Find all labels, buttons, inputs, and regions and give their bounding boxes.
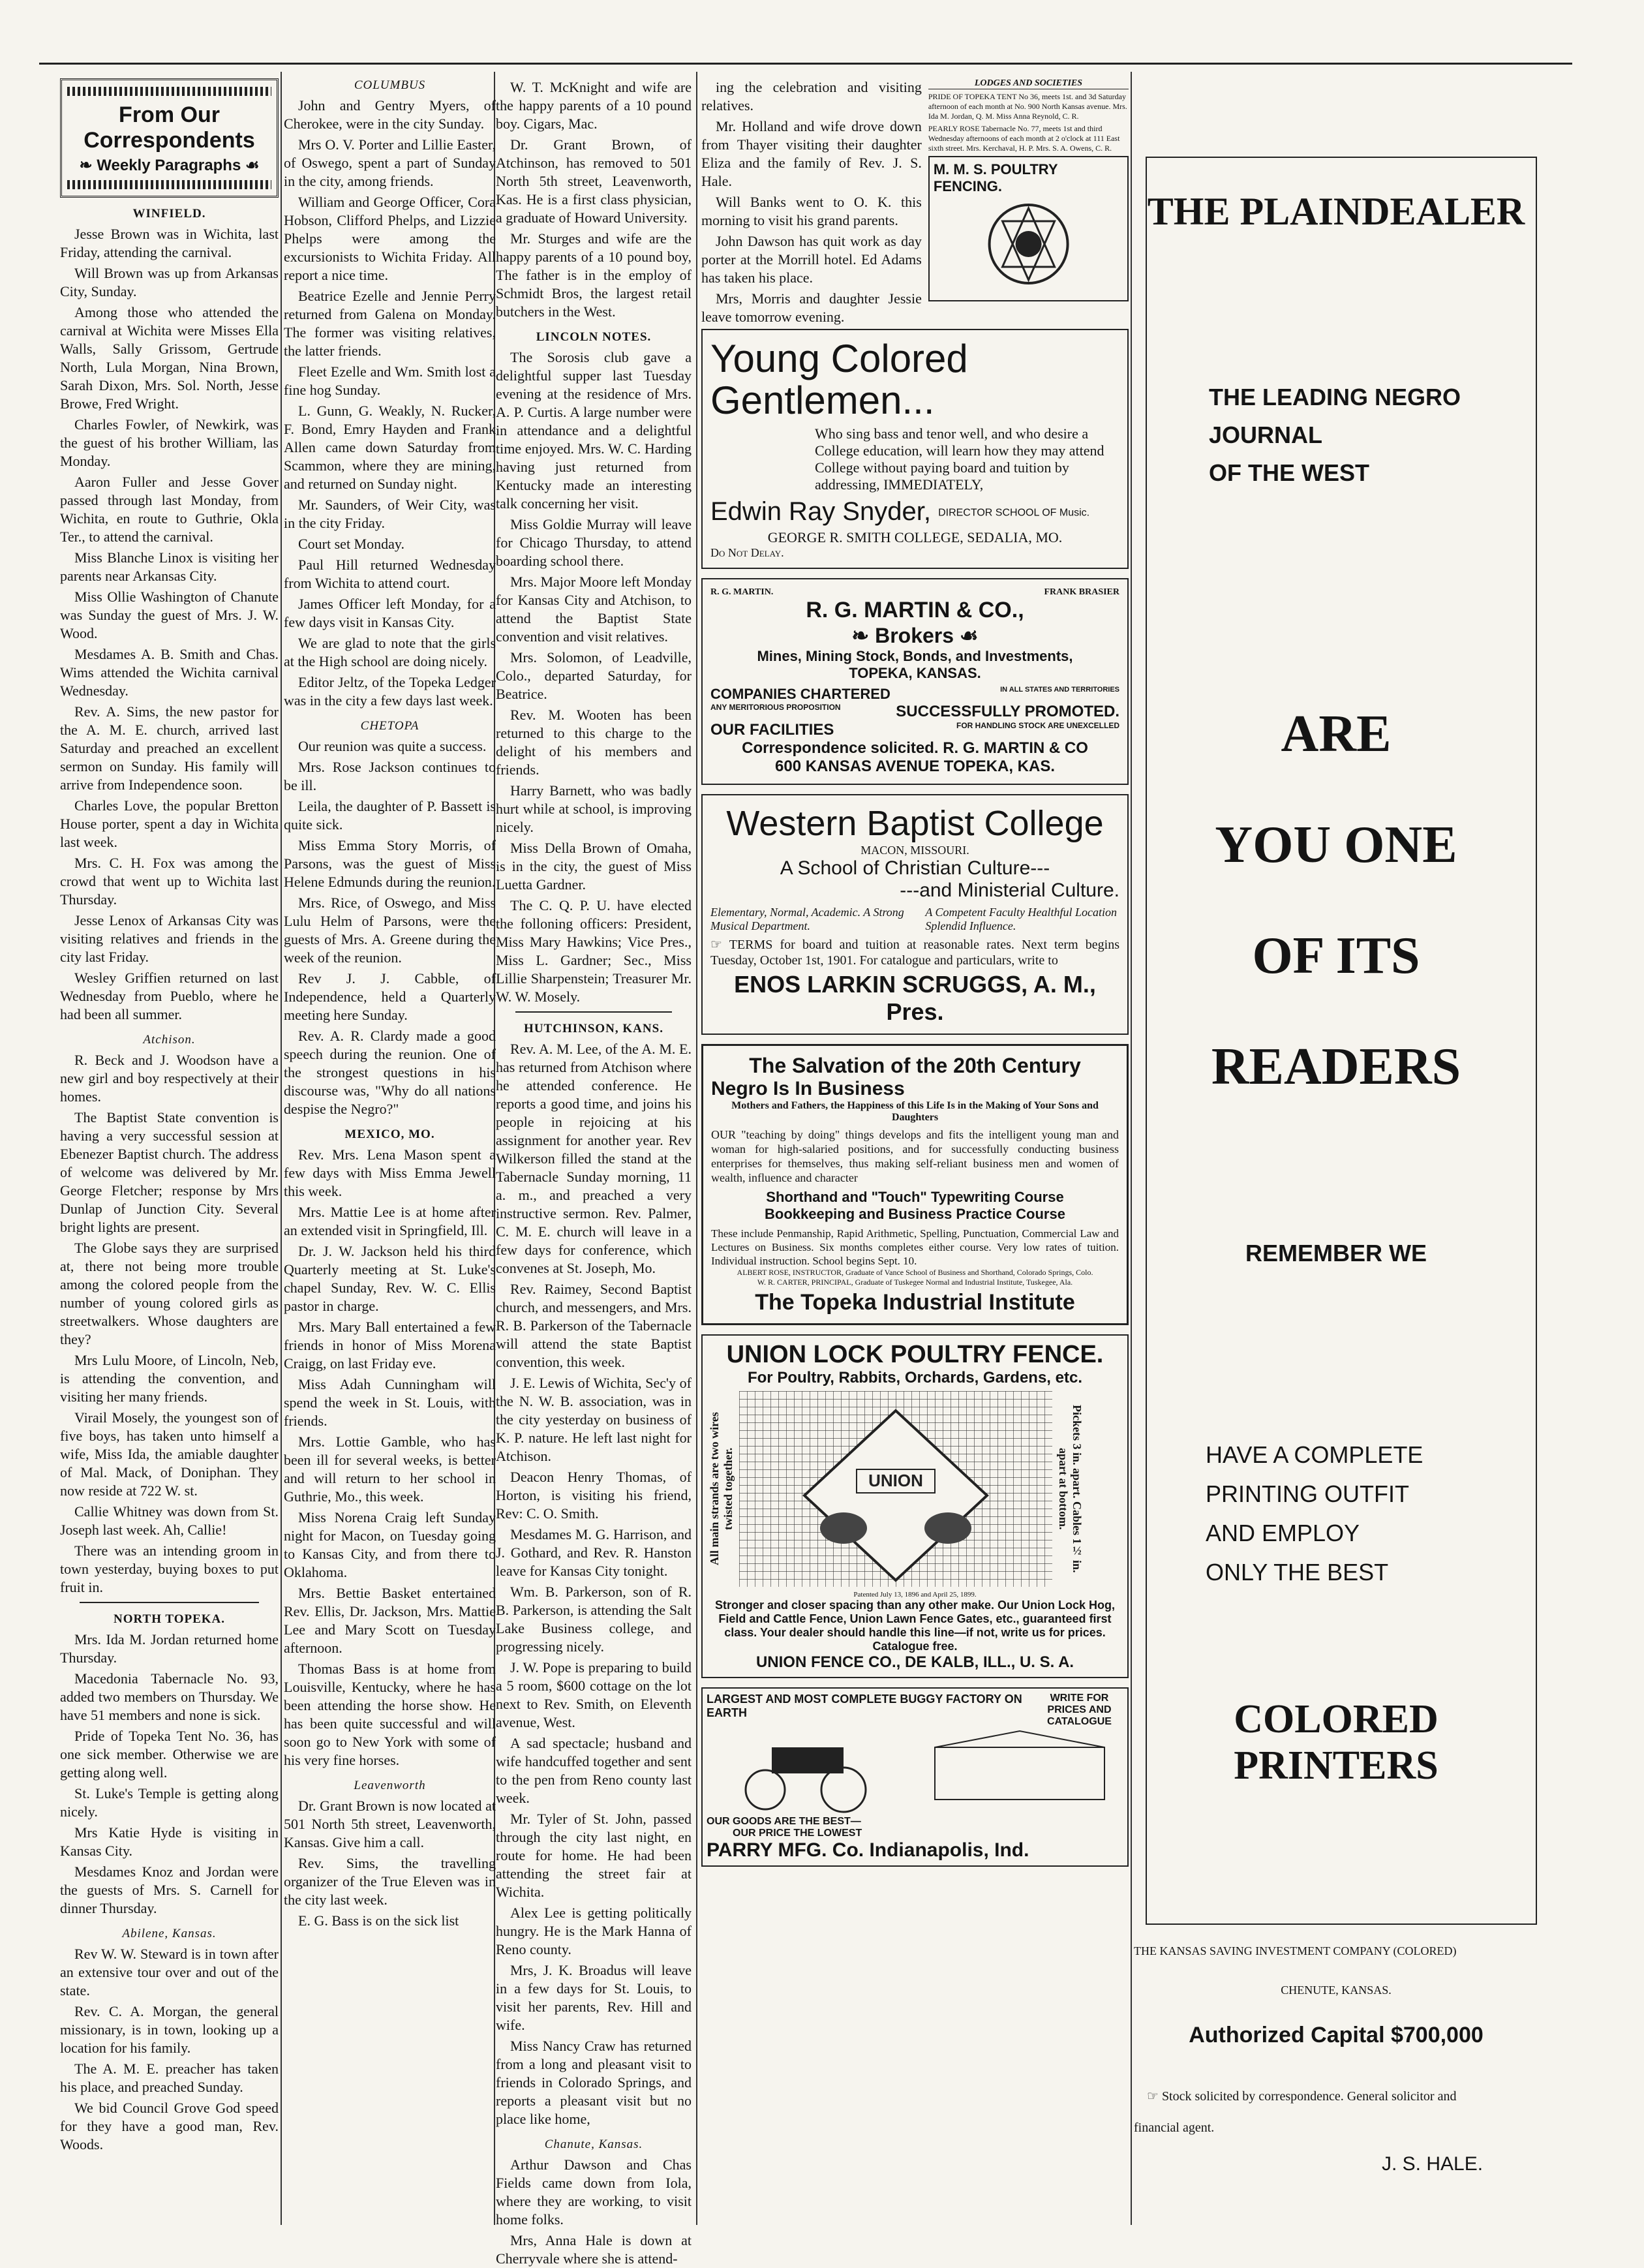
news-item: Mesdames A. B. Smith and Chas. Wims attended the Wichita carnival Wednesday. [60, 646, 279, 699]
lodge-item: PRIDE OF TOPEKA TENT No 36, meets 1st. and 3d Saturday afternoon of each month at No. 900 North Kansas avenue. Mrs. Ida M. Jordan, Q. M. Miss Anna Reynold, C. R. [928, 92, 1127, 121]
news-item: Pride of Topeka Tent No. 36, has one sick member. Otherwise we are getting along well. [60, 1728, 279, 1781]
ad-header-row [707, 1693, 1123, 1728]
parry-buggy-ad [701, 1687, 1129, 1867]
ad-brokers: ❧ Brokers ☙ [851, 624, 979, 647]
ad-address: 600 KANSAS AVENUE TOPEKA, KAS. [775, 758, 1055, 775]
news-item: E. G. Bass is on the sick list [298, 1912, 459, 1929]
ad-city: TOPEKA, KANSAS. [849, 665, 981, 681]
news-item: Mrs O. V. Porter and Lillie Easter, of Oswego, spent a part of Sunday in the city, among friends. [284, 136, 496, 189]
ad-city: MACON, MISSOURI. [860, 844, 969, 857]
column-rule [696, 72, 697, 2225]
news-item: Miss Norena Craig left Sunday night for Macon, on Tuesday going to Kansas City, and from there to Oklahoma. [284, 1509, 496, 1580]
story-list [60, 1631, 279, 1918]
ad-signer: Edwin Ray Snyder, DIRECTOR SCHOOL OF Music. [710, 497, 1090, 526]
divider [80, 1602, 259, 1603]
news-item: Dr. Grant Brown, of Atchinson, has removed to 501 North 5th street, Leavenworth, Kas. He is a first class physician, a graduate of Howard University. [496, 136, 692, 226]
news-item: Mrs. Rice, of Oswego, and Miss Lulu Helm of Parsons, were the guests of Mrs. A. Greene during the week of the reunion. [284, 895, 496, 966]
news-item: Rev. A. Sims, the new pastor for the A. M. E. church, arrived last Saturday and preached an excellent sermon on Sunday. His family will arrive from Independence soon. [60, 703, 279, 793]
news-item: Our reunion was quite a success. [298, 738, 487, 754]
news-item: Charles Love, the popular Bretton House porter, spent a day in Wichita last week. [60, 797, 279, 850]
news-item: Callie Whitney was down from St. Joseph last week. Ah, Callie! [60, 1503, 279, 1538]
news-item: Harry Barnett, who was badly hurt while at school, is improving nicely. [496, 782, 692, 835]
section-head: HUTCHINSON, KANS. [524, 1022, 663, 1035]
ad-chartered-row: COMPANIES CHARTERED IN ALL STATES AND TERRITORIES [710, 686, 1119, 702]
news-item: Mr. Sturges and wife are the happy parents of a 10 pound boy, The father is in the employ of Schmidt Bros, the largest retail butchers in the West. [496, 230, 692, 320]
ksic-agent: financial agent. [1134, 2121, 1215, 2135]
printing-outfit: HAVE A COMPLETE PRINTING OUTFIT AND EMPLOY ONLY THE BEST [1206, 1441, 1423, 1586]
ad-company: UNION FENCE CO., DE KALB, ILL., U. S. A. [755, 1653, 1074, 1671]
column-rule [281, 72, 282, 2225]
patent-note: Patented July 13, 1896 and April 25, 1899. [853, 1591, 977, 1599]
poultry-fencing-title: M. M. S. POULTRY FENCING. [933, 161, 1058, 194]
lodges-box [928, 78, 1129, 329]
ad-delay: Do Not Delay. [710, 546, 784, 559]
news-item: Leila, the daughter of P. Bassett is quite sick. [284, 798, 496, 833]
news-item: Deacon Henry Thomas, of Horton, is visiting his friend, Rev: C. O. Smith. [496, 1469, 692, 1522]
news-item: Rev. A. R. Clardy made a good speech during the reunion. One of the strongest questions in his discourse was, "Why do all nations despise the Negro?" [284, 1028, 496, 1117]
news-item: Alex Lee is getting politically hungry. He is the Mark Hanna of Reno county. [496, 1905, 692, 1957]
news-item: Dr. Grant Brown is now located at 501 North 5th street, Leavenworth, Kansas. Give him a call. [284, 1798, 496, 1850]
column-4 [701, 78, 1129, 2225]
story-list [701, 78, 922, 329]
news-item: The Globe says they are surprised at, there not being more trouble among the colored people from the number of young colored girls as streetwalkers. Whose daughters are they? [60, 1240, 279, 1347]
ad-body: Stronger and closer spacing than any other make. Our Union Lock Hog, Field and Cattle Fence, Union Lawn Fence Gates, etc., guaranteed first class. Your dealer should handle this line—if not, write us for prices. Catalogue free. [714, 1599, 1116, 1653]
news-item: Miss Ollie Washington of Chanute was Sunday the guest of Mrs. J. W. Wood. [60, 589, 279, 641]
fence-illustration-row [708, 1391, 1122, 1587]
ad-corr: Correspondence solicited. R. G. MARTIN & CO [742, 739, 1088, 757]
ad-footer: The Topeka Industrial Institute [755, 1290, 1075, 1315]
plaindealer-title: THE PLAINDEALER [1147, 190, 1525, 233]
news-item: Mrs. Rose Jackson continues to be ill. [284, 759, 496, 793]
fleuron-icon: ☙ [245, 157, 260, 174]
ad-lines: Mines, Mining Stock, Bonds, and Investments, [757, 648, 1073, 664]
news-item: Rev. A. M. Lee, of the A. M. E. has returned from Atchison where he attended conference. He reports a good time, and joins his people in rejoicing at his assignment for another year. Rev Wilkerson filled the stand at the Tabernacle Sunday morning, 11 a. m., and preached a very instructive sermon. Rev. Palmer, C. M. E. church will leave in a few days for conference, which convenes at St. Joseph, Mo. [496, 1041, 692, 1276]
topeka-institute-ad [701, 1044, 1129, 1325]
story-list [284, 737, 496, 1118]
news-item: Mrs Katie Hyde is visiting in Kansas City. [60, 1824, 279, 1859]
news-item: Mrs. Mattie Lee is at home after an extended visit in Springfield, Ill. [284, 1204, 496, 1238]
news-item: The C. Q. P. U. have elected the folloning officers: President, Miss Mary Hawkins; Vice Pres., Miss L. Gardner; Sec., Miss Lillie Sharpenstein; Treasurer Mr. W. W. Mosely. [496, 897, 692, 1005]
ksic-stock: ☞ Stock solicited by correspondence. General solicitor and [1147, 2089, 1457, 2104]
news-item: Rev. Sims, the travelling organizer of the True Eleven was in the city last week. [284, 1855, 496, 1908]
news-item: Jesse Lenox of Arkansas City was visiting relatives and friends in the city last Friday. [60, 912, 279, 965]
news-item: Mrs. Mary Ball entertained a few friends in honor of Miss Morena Craigg, on last Friday eve. [284, 1319, 496, 1372]
news-item: Miss Emma Story Morris, of Parsons, was the guest of Miss Helene Edmunds during the reunion. [284, 837, 496, 890]
ad-title: Young Colored Gentlemen... [710, 337, 968, 422]
readers-headline: ARE YOU ONE OF ITS READERS [1211, 705, 1461, 1096]
fleuron-icon: ☙ [954, 624, 979, 647]
correspondents-subtitle: ❧ Weekly Paragraphs ☙ [79, 157, 260, 174]
news-item: John Dawson has quit work as day porter at the Morrill hotel. Ed Adams has taken his place. [701, 233, 922, 286]
news-item: Among those who attended the carnival at Wichita were Misses Ella Walls, Sally Grissom, Gertrude North, Lula Morgan, Nina Brown, Sarah Dixon, Mrs. Sol. North, Jesse Browe, Fred Wright. [60, 304, 279, 412]
martin-brokers-ad [701, 578, 1129, 785]
pointing-hand-icon: ☞ [710, 938, 729, 952]
side-note: All main strands are two wires twisted together. [708, 1412, 735, 1566]
column-1 [60, 78, 279, 2225]
ad-terms: ☞ TERMS for board and tuition at reasonable rates. Next term begins Tuesday, October 1st, 1901. For catalogue and particulars, write to [710, 938, 1119, 968]
news-item: A sad spectacle; husband and wife handcuffed together and sent to the pen from Reno county last week. [496, 1735, 692, 1806]
lodges-head: LODGES AND SOCIETIES [928, 78, 1129, 89]
news-item: Mrs. Ida M. Jordan returned home Thursday. [60, 1631, 279, 1666]
correspondents-header [60, 78, 279, 198]
news-item: Rev. M. Wooten has been returned to this charge to the delight of his members and friends. [496, 707, 692, 778]
western-baptist-ad [701, 794, 1129, 1035]
news-item: Miss Adah Cunningham will spend the week in St. Louis, with friends. [284, 1376, 496, 1429]
column-5 [1134, 78, 1545, 2225]
section-head: COLUMBUS [354, 78, 426, 92]
news-item: W. T. McKnight and wife are the happy parents of a 10 pound boy. Cigars, Mac. [496, 79, 692, 132]
story-list [496, 78, 692, 321]
ad-slogan: OUR GOODS ARE THE BEST— [707, 1816, 861, 1827]
ornamental-border [67, 87, 271, 96]
news-item: Jesse Brown was in Wichita, last Friday, attending the carnival. [60, 226, 279, 260]
divider [515, 1011, 672, 1013]
news-item: James Officer left Monday, for a few days visit in Kansas City. [284, 596, 496, 630]
section-head: Leavenworth [354, 1779, 426, 1792]
news-item: Mr. Saunders, of Weir City, was in the city Friday. [284, 497, 496, 531]
news-item: J. W. Pope is preparing to build a 5 room, $600 cottage on the lot next to Rev. Smith, on Eleventh avenue, West. [496, 1659, 692, 1730]
news-item: R. Beck and J. Woodson have a new girl and boy respectively at their homes. [60, 1052, 279, 1105]
news-item: Mesdames M. G. Harrison, and J. Gothard, and Rev. R. Hanston leave for Kansas City tonight. [496, 1526, 692, 1579]
news-item: Thomas Bass is at home from Louisville, Kentucky, where he has been attending the horse show. He has been quite successful and will soon go to New York with some of his very fine horses. [284, 1661, 496, 1768]
news-item: ing the celebration and visiting relatives. [701, 79, 922, 114]
news-item: Will Brown was up from Arkansas City, Sunday. [60, 265, 279, 299]
ad-tags: Elementary, Normal, Academic. A Strong Musical Department. A Competent Faculty Healthful Location Splendid Influence. [710, 906, 1117, 932]
news-item: Wm. B. Parkerson, son of R. B. Parkerson, is attending the Salt Lake Business college, and progressing nicely. [496, 1584, 692, 1655]
news-item: Rev. C. A. Morgan, the general missionary, is in town, looking up a location for his family. [60, 2003, 279, 2056]
news-item: Mrs. C. H. Fox was among the crowd that went up to Wichita last Thursday. [60, 855, 279, 908]
section-head: Chanute, Kansas. [544, 2138, 643, 2151]
news-item: Rev J. J. Cabble, of Independence, held a Quarterly meeting here Sunday. [284, 970, 496, 1023]
ad-facilities-row: OUR FACILITIES FOR HANDLING STOCK ARE UNEXCELLED [710, 721, 1119, 739]
ad-names: R. G. MARTIN. FRANK BRASIER [710, 587, 1119, 597]
news-item: We are glad to note that the girls at the High school are doing nicely. [284, 635, 496, 669]
column-2 [284, 78, 496, 2225]
news-item: Miss Goldie Murray will leave for Chicago Thursday, to attend boarding school there. [496, 516, 692, 569]
column-rule [1131, 72, 1132, 2225]
ad-sub: Mothers and Fathers, the Happiness of this Life Is in the Making of Your Sons and Daughters [731, 1100, 1099, 1123]
news-item: Arthur Dawson and Chas Fields came down from Iola, where they are working, to visit home folks. [496, 2156, 692, 2228]
news-item: Mr. Holland and wife drove down from Thayer visiting their daughter Eliza and the family of Rev. J. S. Hale. [701, 118, 922, 189]
section-head: Atchison. [143, 1033, 196, 1047]
fleuron-icon: ❧ [79, 157, 97, 174]
ad-signer: ENOS LARKIN SCRUGGS, A. M., Pres. [734, 971, 1096, 1025]
news-item: Charles Fowler, of Newkirk, was the guest of his brother William, las Monday. [60, 416, 279, 469]
ad-write: WRITE FOR PRICES AND CATALOGUE [1046, 1693, 1112, 1727]
news-item: Miss Blanche Linox is visiting her parents near Arkansas City. [60, 549, 279, 584]
young-gentlemen-ad [701, 329, 1129, 569]
news-item: L. Gunn, G. Weakly, N. Rucker, F. Bond, Emry Hayden and Frank Allen came down Saturday from Scammon, where they are mining, and returned on Sunday night. [284, 403, 496, 492]
top-rule [39, 63, 1572, 65]
story-list [496, 348, 692, 1006]
union-fence-ad [701, 1334, 1129, 1678]
news-item: The A. M. E. preacher has taken his place, and preached Sunday. [60, 2061, 279, 2095]
colored-printers: COLORED PRINTERS [1234, 1697, 1438, 1788]
section-head: MEXICO, MO. [344, 1127, 435, 1141]
remember-line: REMEMBER WE [1245, 1240, 1427, 1266]
news-item: The Sorosis club gave a delightful supper last Tuesday evening at the residence of Mrs. A. P. Curtis. A large number were in attendance and a delightful time enjoyed. Mrs. W. C. Harding having just returned from Kentucky made an interesting talk concerning her visit. [496, 349, 692, 512]
news-item: Rev W. W. Steward is in town after an extensive tour over and out of the state. [60, 1946, 279, 1999]
ad-body: Who sing bass and tenor well, and who desire a College education, will learn how they may attend College without paying board and tuition by addressing, IMMEDIATELY, [815, 425, 1104, 493]
ksic-title: THE KANSAS SAVING INVESTMENT COMPANY (COLORED) [1134, 1944, 1457, 1957]
section-head: NORTH TOPEKA. [113, 1612, 226, 1626]
story-list [60, 1051, 279, 1597]
ad-body: OUR "teaching by doing" things develops and fits the intelligent young man and woman for high-salaried positions, and for successfully conducting business enterprises for themselves, thus making self-reliant business men and women of wealth, influence and character [711, 1128, 1119, 1184]
story-list [60, 225, 279, 1024]
section-head: LINCOLN NOTES. [536, 330, 652, 344]
lodge-item: PEARLY ROSE Tabernacle No. 77, meets 1st and third Wednesday afternoons of each month at 2 o'clock at 111 East sixth street. Mrs. Kerchaval, H. P. Mrs. S. A. Owens, C. R. [928, 124, 1120, 153]
ad-title: R. G. MARTIN & CO., [806, 598, 1024, 622]
news-item: St. Luke's Temple is getting along nicely. [60, 1785, 279, 1820]
news-item: Mesdames Knoz and Jordan were the guests of Mrs. S. Carnell for dinner Thursday. [60, 1863, 279, 1916]
ad-head: The Salvation of the 20th Century [749, 1054, 1081, 1077]
news-item: Rev. Mrs. Lena Mason spent a few days with Miss Emma Jewell this week. [284, 1146, 496, 1199]
story-list [496, 2156, 692, 2268]
plaindealer-tagline: THE LEADING NEGRO JOURNAL OF THE WEST [1209, 384, 1461, 486]
news-item: Editor Jeltz, of the Topeka Ledger was in the city a few days last week. [284, 674, 496, 709]
news-item: Dr. J. W. Jackson held his third Quarterly meeting at St. Luke's chapel Sunday, Rev. W. C. Ellis pastor in charge. [284, 1243, 496, 1314]
ad-staff: W. R. CARTER, PRINCIPAL, Graduate of Tuskegee Normal and Industrial Institute, Tuskegee, Ala. [757, 1278, 1073, 1287]
top-row [701, 78, 1129, 329]
story-list [284, 1146, 496, 1770]
news-item: John and Gentry Myers, of Cherokee, were in the city Sunday. [284, 97, 496, 132]
section-head: Abilene, Kansas. [122, 1927, 217, 1940]
ad-staff: ALBERT ROSE, INSTRUCTOR, Graduate of Vance School of Business and Shorthand, Colorado Springs, Colo. [737, 1268, 1093, 1277]
fleuron-icon: ❧ [851, 624, 875, 647]
news-item: Wesley Griffien returned on last Wednesday from Pueblo, where he had been all summer. [60, 970, 279, 1022]
news-item: Mrs. Solomon, of Leadville, Colo., departed Saturday, for Beatrice. [496, 649, 692, 702]
ad-head: Negro Is In Business [711, 1078, 905, 1099]
news-item: Rev. Raimey, Second Baptist church, and messengers, and Mrs. R. B. Parkerson of the Tabernacle will attend the state Baptist convention, this week. [496, 1281, 692, 1370]
news-item: The Baptist State convention is having a very successful session at Ebenezer Baptist church. The address of welcome was delivered by Mr. George Fletcher; response by Mrs Dunlap of Junction City. Several bright lights are present. [60, 1109, 279, 1235]
ad-company: PARRY MFG. Co. Indianapolis, Ind. [707, 1839, 1029, 1861]
ad-course: Bookkeeping and Business Practice Course [765, 1206, 1065, 1222]
news-item: J. E. Lewis of Wichita, Sec'y of the N. W. B. association, was in the city yesterday on business of K. P. nature. He left last night for Atchison. [496, 1375, 692, 1464]
buggy-factory-icon [713, 1728, 1118, 1813]
ad-title: LARGEST AND MOST COMPLETE BUGGY FACTORY ON EARTH [707, 1693, 1022, 1719]
ad-sub: For Poultry, Rabbits, Orchards, Gardens, etc. [747, 1369, 1082, 1387]
ad-promoted-row: ANY MERITORIOUS PROPOSITION SUCCESSFULLY PROMOTED. [710, 703, 1119, 720]
news-item: Mrs, Morris and daughter Jessie leave tomorrow evening. [701, 290, 922, 325]
news-item: Mrs. Bettie Basket entertained Rev. Ellis, Dr. Jackson, Mrs. Mattie Lee and Mary Scott on Tuesday afternoon. [284, 1585, 496, 1656]
story-list [284, 97, 496, 710]
poultry-emblem-icon [934, 195, 1123, 293]
ad-line: A School of Christian Culture--- [780, 857, 1050, 879]
news-item: Mrs Lulu Moore, of Lincoln, Neb, is attending the convention, and visiting her many friends. [60, 1352, 279, 1405]
news-item: Miss Nancy Craw has returned from a long and pleasant visit to friends in Colorado Springs, and reports a pleasant visit but no place like home, [496, 2038, 692, 2127]
ad-line: ---and Ministerial Culture. [900, 880, 1119, 901]
news-item: Mrs, Anna Hale is down at Cherryvale where she is attend- [496, 2232, 692, 2267]
ad-title: UNION LOCK POULTRY FENCE. [726, 1341, 1104, 1368]
section-head: CHETOPA [360, 719, 419, 733]
news-item: Mrs. Major Moore left Monday for Kansas City and Atchison, to attend the Baptist State convention and visit relatives. [496, 574, 692, 645]
news-item: Mr. Tyler of St. John, passed through the city last night, en route for home. He had been attending the street fair at Wichita. [496, 1811, 692, 1900]
story-list [496, 1040, 692, 2128]
side-note: Pickets 3 in. apart. Cables 1½ in. apart at bottom. [1057, 1405, 1084, 1573]
news-item: Mrs, J. K. Broadus will leave in a few days for St. Louis, to visit her parents, Rev. Hill and wife. [496, 1962, 692, 2033]
news-item: Virail Mosely, the youngest son of five boys, has taken unto himself a wife, Miss Ida, the amiable daughter of Mal. Mack, of Doniphan. They now reside at 722 W. st. [60, 1409, 279, 1499]
news-item: William and George Officer, Cora Hobson, Clifford Phelps, and Lizzie Phelps were among the excursionists to Wichita Friday. All report a nice time. [284, 194, 496, 283]
ad-body: These include Penmanship, Rapid Arithmetic, Spelling, Punctuation, Commercial Law and Lectures on Business. Six months completes either course. Very low rates of tuition. Individual instruction. School begins Sept. 10. [711, 1227, 1119, 1267]
union-logo-text: UNION [868, 1471, 923, 1490]
news-item: Court set Monday. [298, 536, 404, 552]
fence-mesh-icon [739, 1391, 1052, 1587]
ksic-capital: Authorized Capital $700,000 [1189, 2023, 1484, 2047]
story-list [284, 1797, 496, 1930]
ad-course: Shorthand and "Touch" Typewriting Course [766, 1189, 1064, 1205]
news-item: Aaron Fuller and Jesse Gover passed through last Monday, from Wichita, en route to Guthrie, Okla Ter., to attend the carnival. [60, 474, 279, 545]
ksic-hale: J. S. HALE. [1382, 2153, 1484, 2175]
news-item: Mrs. Lottie Gamble, who has been ill for several weeks, is better and will return to her school in Guthrie, Mo., this week. [284, 1433, 496, 1505]
correspondents-title: From Our Correspondents [84, 102, 255, 153]
ad-title: Western Baptist College [726, 804, 1104, 843]
pointing-hand-icon: ☞ [1147, 2089, 1162, 2104]
ad-college: GEORGE R. SMITH COLLEGE, SEDALIA, MO. [767, 529, 1063, 545]
news-item: We bid Council Grove God speed for they have a good man, Rev. Woods. [60, 2100, 279, 2153]
news-item: Miss Della Brown of Omaha, is in the city, the guest of Miss Luetta Gardner. [496, 840, 692, 893]
news-item: Paul Hill returned Wednesday from Wichita to attend court. [284, 557, 496, 591]
news-item: Beatrice Ezelle and Jennie Perry returned from Galena on Monday. The former was visiting relatives, the latter friends. [284, 288, 496, 359]
section-head: WINFIELD. [132, 207, 206, 221]
news-item: Fleet Ezelle and Wm. Smith lost a fine hog Sunday. [284, 363, 496, 398]
column-3 [496, 78, 692, 2267]
story-list [60, 1945, 279, 2154]
news-item: Macedonia Tabernacle No. 93, added two members on Thursday. We have 51 members and none is sick. [60, 1670, 279, 1723]
ad-slogan: OUR PRICE THE LOWEST [733, 1828, 862, 1839]
poultry-fencing-ad [928, 156, 1129, 301]
ksic-city: CHENUTE, KANSAS. [1281, 1984, 1392, 1997]
ornamental-border [67, 180, 271, 189]
news-item: Will Banks went to O. K. this morning to visit his grand parents. [701, 194, 922, 228]
news-item: There was an intending groom in town yesterday, buying boxes to put fruit in. [60, 1542, 279, 1595]
